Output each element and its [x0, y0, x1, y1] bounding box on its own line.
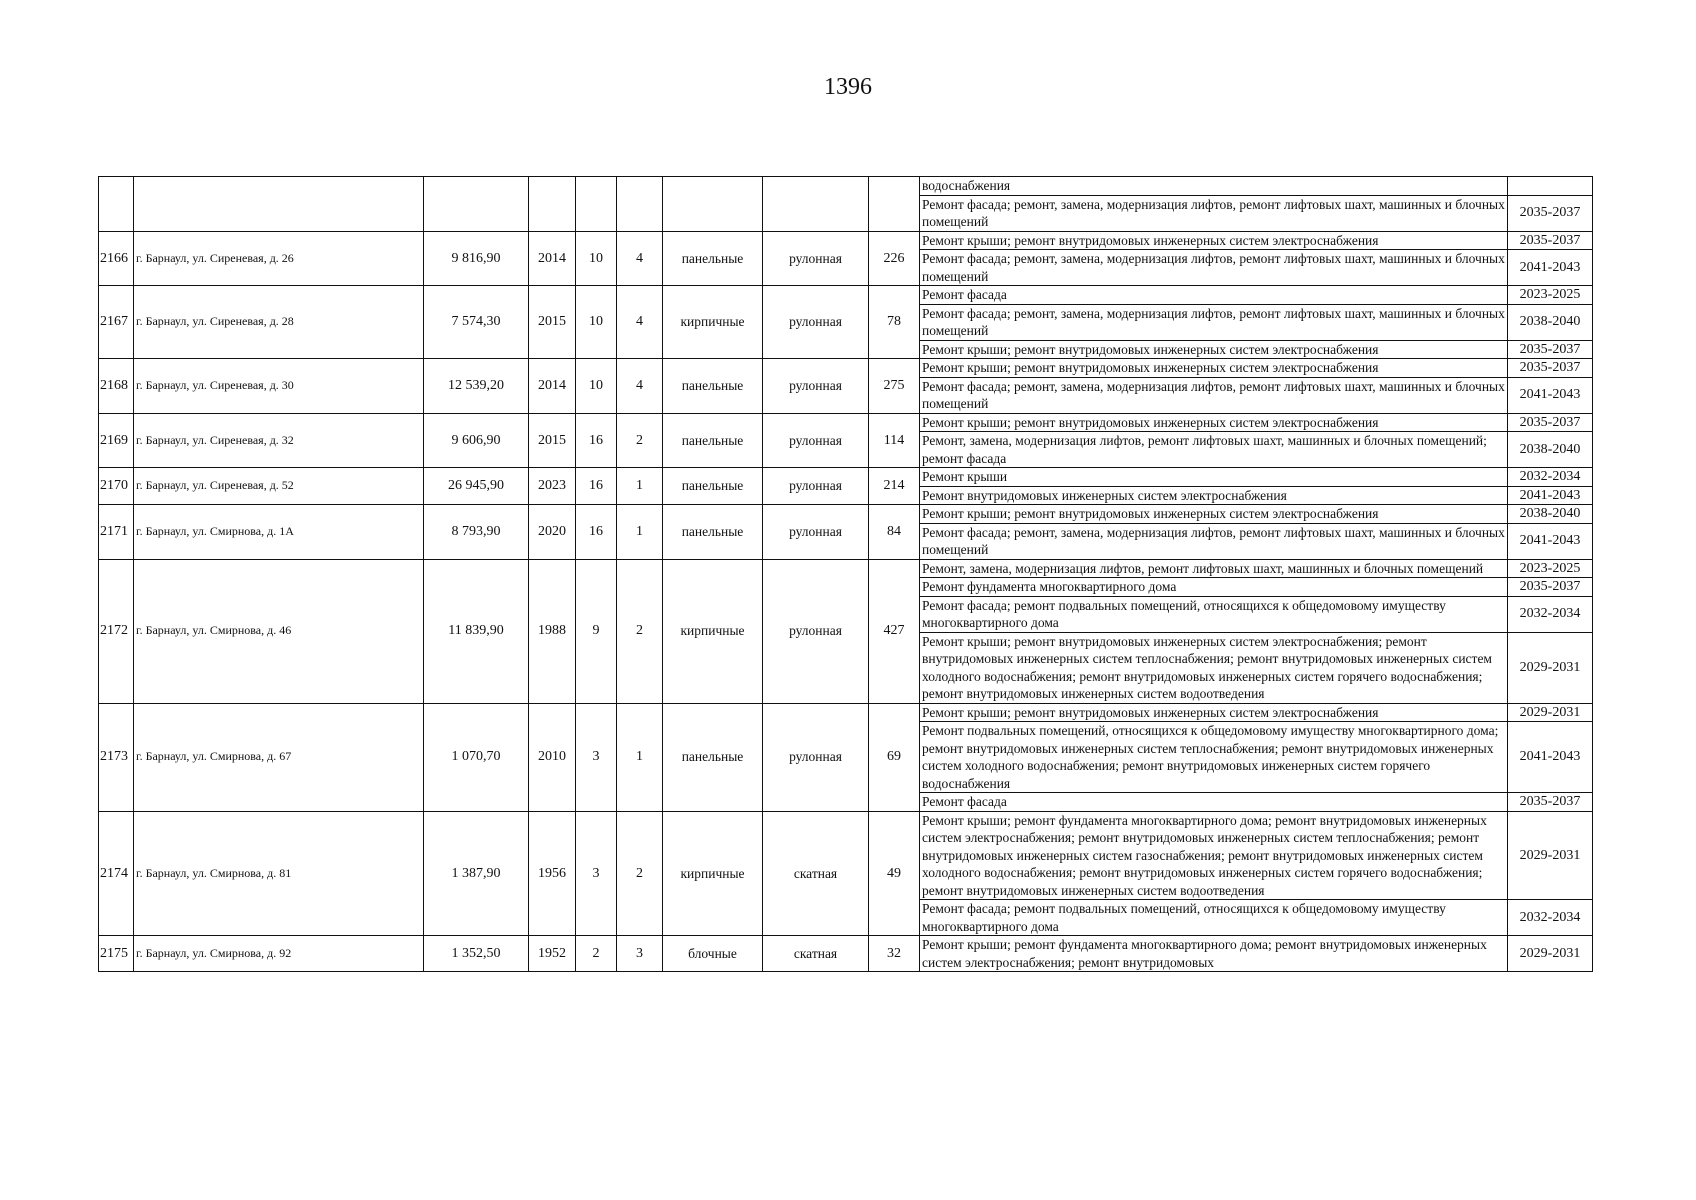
build-year: 2014: [529, 359, 576, 414]
roof-type: рулонная: [763, 231, 869, 286]
house-area: 8 793,90: [424, 505, 529, 560]
wall-material: панельные: [663, 231, 763, 286]
wall-material: кирпичные: [663, 286, 763, 359]
residents-count: 226: [869, 231, 920, 286]
build-year: 2010: [529, 703, 576, 811]
residents-count: [869, 177, 920, 232]
floors-count: 16: [576, 505, 617, 560]
house-address: [134, 177, 424, 232]
table-row: [99, 413, 1593, 432]
work-period: 2029-2031: [1508, 936, 1593, 972]
house-number: 2174: [99, 811, 134, 936]
house-address: г. Барнаул, ул. Сиреневая, д. 30: [134, 359, 424, 414]
floors-count: 10: [576, 231, 617, 286]
entrances-count: 2: [617, 413, 663, 468]
work-description: Ремонт крыши; ремонт внутридомовых инженерных систем электроснабжения: [920, 359, 1508, 378]
work-description: Ремонт фундамента многоквартирного дома: [920, 578, 1508, 597]
house-address: г. Барнаул, ул. Смирнова, д. 46: [134, 559, 424, 703]
roof-type: скатная: [763, 936, 869, 972]
wall-material: панельные: [663, 413, 763, 468]
table-body: [99, 177, 1593, 972]
work-description: Ремонт фасада; ремонт, замена, модернизация лифтов, ремонт лифтовых шахт, машинных и блочных помещений: [920, 195, 1508, 231]
house-address: г. Барнаул, ул. Сиреневая, д. 28: [134, 286, 424, 359]
work-description: Ремонт крыши; ремонт внутридомовых инженерных систем электроснабжения; ремонт внутридомовых инженерных систем теплоснабжения; ремонт внутридомовых инженерных систем холодного водоснабжения; ремонт внутридомовых инженерных систем горячего водоснабжения; ремонт внутридомовых инженерных систем водоотведения: [920, 632, 1508, 703]
residents-count: 84: [869, 505, 920, 560]
house-address: г. Барнаул, ул. Смирнова, д. 1А: [134, 505, 424, 560]
residents-count: 114: [869, 413, 920, 468]
house-area: 7 574,30: [424, 286, 529, 359]
house-area: 1 352,50: [424, 936, 529, 972]
table-row: [99, 936, 1593, 972]
build-year: 2014: [529, 231, 576, 286]
work-description: Ремонт крыши; ремонт фундамента многоквартирного дома; ремонт внутридомовых инженерных систем электроснабжения; ремонт внутридомовых: [920, 936, 1508, 972]
work-period: 2035-2037: [1508, 340, 1593, 359]
work-period: 2029-2031: [1508, 703, 1593, 722]
work-description: Ремонт фасада: [920, 793, 1508, 812]
entrances-count: 3: [617, 936, 663, 972]
roof-type: скатная: [763, 811, 869, 936]
roof-type: рулонная: [763, 505, 869, 560]
house-address: г. Барнаул, ул. Сиреневая, д. 26: [134, 231, 424, 286]
wall-material: [663, 177, 763, 232]
house-number: [99, 177, 134, 232]
work-description: Ремонт подвальных помещений, относящихся к общедомовому имуществу многоквартирного дома; ремонт внутридомовых инженерных систем теплоснабжения; ремонт внутридомовых инженерных систем холодного водоснабжения; ремонт внутридомовых инженерных систем горячего водоснабжения: [920, 722, 1508, 793]
work-period: 2035-2037: [1508, 231, 1593, 250]
floors-count: 2: [576, 936, 617, 972]
entrances-count: 2: [617, 559, 663, 703]
house-number: 2166: [99, 231, 134, 286]
work-description: Ремонт фасада; ремонт подвальных помещений, относящихся к общедомовому имуществу многоквартирного дома: [920, 596, 1508, 632]
table-row: [99, 468, 1593, 487]
house-address: г. Барнаул, ул. Сиреневая, д. 32: [134, 413, 424, 468]
build-year: 2023: [529, 468, 576, 505]
work-period: 2038-2040: [1508, 432, 1593, 468]
build-year: 1952: [529, 936, 576, 972]
house-area: 1 387,90: [424, 811, 529, 936]
house-number: 2172: [99, 559, 134, 703]
work-period: 2032-2034: [1508, 596, 1593, 632]
entrances-count: 1: [617, 468, 663, 505]
work-description: Ремонт фасада; ремонт, замена, модернизация лифтов, ремонт лифтовых шахт, машинных и блочных помещений: [920, 250, 1508, 286]
house-number: 2167: [99, 286, 134, 359]
house-address: г. Барнаул, ул. Смирнова, д. 92: [134, 936, 424, 972]
house-area: 12 539,20: [424, 359, 529, 414]
house-number: 2173: [99, 703, 134, 811]
table-row: [99, 177, 1593, 196]
house-area: 1 070,70: [424, 703, 529, 811]
work-period: 2038-2040: [1508, 304, 1593, 340]
work-description: Ремонт, замена, модернизация лифтов, ремонт лифтовых шахт, машинных и блочных помещений; ремонт фасада: [920, 432, 1508, 468]
house-address: г. Барнаул, ул. Сиреневая, д. 52: [134, 468, 424, 505]
wall-material: панельные: [663, 505, 763, 560]
house-area: [424, 177, 529, 232]
work-period: 2041-2043: [1508, 377, 1593, 413]
work-period: 2035-2037: [1508, 793, 1593, 812]
residents-count: 214: [869, 468, 920, 505]
entrances-count: 4: [617, 359, 663, 414]
house-area: 9 816,90: [424, 231, 529, 286]
roof-type: рулонная: [763, 359, 869, 414]
work-period: 2041-2043: [1508, 722, 1593, 793]
floors-count: 3: [576, 811, 617, 936]
table-row: [99, 286, 1593, 305]
roof-type: рулонная: [763, 286, 869, 359]
house-number: 2171: [99, 505, 134, 560]
floors-count: 10: [576, 286, 617, 359]
roof-type: рулонная: [763, 703, 869, 811]
build-year: [529, 177, 576, 232]
work-period: 2041-2043: [1508, 486, 1593, 505]
build-year: 2020: [529, 505, 576, 560]
house-area: 9 606,90: [424, 413, 529, 468]
wall-material: панельные: [663, 468, 763, 505]
table-row: [99, 811, 1593, 900]
house-area: 11 839,90: [424, 559, 529, 703]
work-description: Ремонт, замена, модернизация лифтов, ремонт лифтовых шахт, машинных и блочных помещений: [920, 559, 1508, 578]
house-area: 26 945,90: [424, 468, 529, 505]
floors-count: [576, 177, 617, 232]
entrances-count: 4: [617, 231, 663, 286]
house-number: 2169: [99, 413, 134, 468]
entrances-count: 4: [617, 286, 663, 359]
work-period: 2032-2034: [1508, 468, 1593, 487]
floors-count: 3: [576, 703, 617, 811]
wall-material: панельные: [663, 703, 763, 811]
work-description: Ремонт крыши; ремонт внутридомовых инженерных систем электроснабжения: [920, 413, 1508, 432]
build-year: 1988: [529, 559, 576, 703]
work-period: 2032-2034: [1508, 900, 1593, 936]
work-description: Ремонт крыши; ремонт внутридомовых инженерных систем электроснабжения: [920, 231, 1508, 250]
work-period: [1508, 177, 1593, 196]
floors-count: 9: [576, 559, 617, 703]
table-row: [99, 559, 1593, 578]
work-description: Ремонт фасада; ремонт подвальных помещений, относящихся к общедомовому имуществу многоквартирного дома: [920, 900, 1508, 936]
floors-count: 10: [576, 359, 617, 414]
work-period: 2029-2031: [1508, 632, 1593, 703]
wall-material: кирпичные: [663, 559, 763, 703]
work-period: 2035-2037: [1508, 413, 1593, 432]
page-number: 1396: [824, 74, 872, 100]
residents-count: 32: [869, 936, 920, 972]
house-number: 2170: [99, 468, 134, 505]
work-description: Ремонт фасада; ремонт, замена, модернизация лифтов, ремонт лифтовых шахт, машинных и блочных помещений: [920, 377, 1508, 413]
work-description: Ремонт крыши; ремонт фундамента многоквартирного дома; ремонт внутридомовых инженерных систем электроснабжения; ремонт внутридомовых инженерных систем теплоснабжения; ремонт внутридомовых инженерных систем газоснабжения; ремонт внутридомовых инженерных систем холодного водоснабжения; ремонт внутридомовых инженерных систем горячего водоснабжения; ремонт внутридомовых инженерных систем водоотведения: [920, 811, 1508, 900]
house-address: г. Барнаул, ул. Смирнова, д. 81: [134, 811, 424, 936]
work-description: Ремонт внутридомовых инженерных систем электроснабжения: [920, 486, 1508, 505]
work-description: Ремонт фасада; ремонт, замена, модернизация лифтов, ремонт лифтовых шахт, машинных и блочных помещений: [920, 523, 1508, 559]
work-description: Ремонт крыши; ремонт внутридомовых инженерных систем электроснабжения: [920, 505, 1508, 524]
table-row: [99, 359, 1593, 378]
work-period: 2023-2025: [1508, 559, 1593, 578]
table-row: [99, 505, 1593, 524]
work-period: 2041-2043: [1508, 250, 1593, 286]
house-address: г. Барнаул, ул. Смирнова, д. 67: [134, 703, 424, 811]
work-period: 2023-2025: [1508, 286, 1593, 305]
wall-material: панельные: [663, 359, 763, 414]
entrances-count: [617, 177, 663, 232]
repair-schedule-table: [98, 176, 1593, 972]
residents-count: 427: [869, 559, 920, 703]
build-year: 2015: [529, 413, 576, 468]
work-period: 2035-2037: [1508, 578, 1593, 597]
entrances-count: 2: [617, 811, 663, 936]
entrances-count: 1: [617, 703, 663, 811]
work-description: Ремонт крыши; ремонт внутридомовых инженерных систем электроснабжения: [920, 340, 1508, 359]
roof-type: [763, 177, 869, 232]
floors-count: 16: [576, 413, 617, 468]
work-period: 2038-2040: [1508, 505, 1593, 524]
residents-count: 78: [869, 286, 920, 359]
work-description: Ремонт крыши; ремонт внутридомовых инженерных систем электроснабжения: [920, 703, 1508, 722]
work-description: Ремонт фасада; ремонт, замена, модернизация лифтов, ремонт лифтовых шахт, машинных и блочных помещений: [920, 304, 1508, 340]
entrances-count: 1: [617, 505, 663, 560]
residents-count: 69: [869, 703, 920, 811]
work-period: 2035-2037: [1508, 195, 1593, 231]
roof-type: рулонная: [763, 559, 869, 703]
roof-type: рулонная: [763, 468, 869, 505]
work-description: Ремонт фасада: [920, 286, 1508, 305]
wall-material: блочные: [663, 936, 763, 972]
house-number: 2168: [99, 359, 134, 414]
work-description: Ремонт крыши: [920, 468, 1508, 487]
work-period: 2029-2031: [1508, 811, 1593, 900]
table-row: [99, 231, 1593, 250]
table-row: [99, 703, 1593, 722]
residents-count: 275: [869, 359, 920, 414]
work-description: водоснабжения: [920, 177, 1508, 196]
build-year: 2015: [529, 286, 576, 359]
residents-count: 49: [869, 811, 920, 936]
work-period: 2035-2037: [1508, 359, 1593, 378]
roof-type: рулонная: [763, 413, 869, 468]
work-period: 2041-2043: [1508, 523, 1593, 559]
wall-material: кирпичные: [663, 811, 763, 936]
floors-count: 16: [576, 468, 617, 505]
build-year: 1956: [529, 811, 576, 936]
house-number: 2175: [99, 936, 134, 972]
